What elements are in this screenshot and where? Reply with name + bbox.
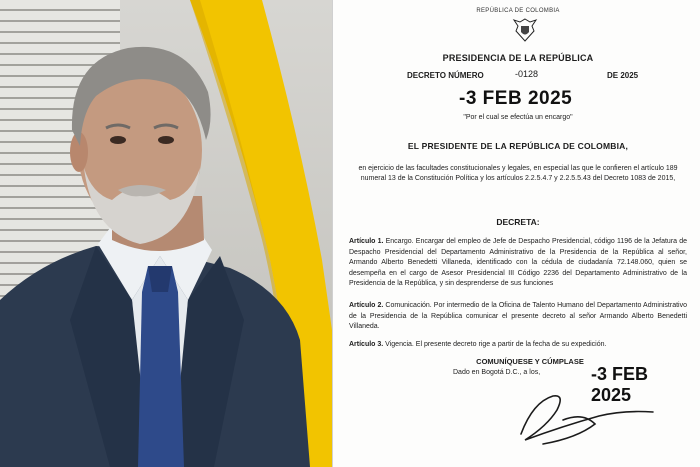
presidency-title: PRESIDENCIA DE LA REPÚBLICA [442, 53, 594, 63]
tie-knot [148, 266, 172, 292]
portrait-illustration [0, 0, 332, 467]
tie [138, 266, 184, 467]
decree-number-line [407, 71, 647, 80]
decree-label: DECRETO NÚMERO [407, 71, 484, 80]
article-label: Artículo 2. [349, 302, 384, 309]
closing-formula: COMUNÍQUESE Y CÚMPLASE [476, 357, 584, 366]
article-3 [349, 340, 687, 351]
decree-number: -0128 [515, 69, 539, 79]
decree-year: DE 2025 [607, 71, 639, 80]
article-2 [349, 301, 687, 333]
closing-stamp-date: -3 FEB 2025 [591, 364, 649, 405]
article-text: Vigencia. El presente decreto rige a partir de la fecha de su expedición. [383, 341, 607, 348]
coat-of-arms-icon [510, 17, 540, 43]
article-label: Artículo 1. [349, 238, 384, 245]
decreta-heading: DECRETA: [496, 217, 540, 227]
portrait-photo [0, 0, 332, 467]
eye-left [110, 136, 126, 144]
article-text: Comunicación. Por intermedio de la Oficina de Talento Humano del Departamento Administrativo de la Presidencia de la República comunicar el presente decreto al señor Armando Alberto Benedetti Villaneda. [349, 302, 687, 331]
signature-icon [503, 382, 673, 452]
article-label: Artículo 3. [349, 341, 384, 348]
preamble: en ejercicio de las facultades constitucionales y legales, en especial las que le confieren el artículo 189 numeral 13 de la Constitución Política y los artículos 2.2.5.4.7 y 2.2.5.5.43 del Decreto 1083 de 2015, [358, 165, 678, 182]
eye-right [158, 136, 174, 144]
stamp-date: -3 FEB 2025 [459, 88, 573, 109]
decree-subtitle: "Por el cual se efectúa un encargo" [463, 114, 573, 121]
republic-header: REPÚBLICA DE COLOMBIA [476, 8, 560, 14]
decree-document [332, 0, 700, 467]
president-title: EL PRESIDENTE DE LA REPÚBLICA DE COLOMBIA, [407, 141, 629, 151]
article-text: Encargo. Encargar del empleo de Jefe de Despacho Presidencial, código 1196 de la Jefatura de Despacho Presidencial del Departamento Administrativo de la Presidencia de la República al señor, Armando Alberto Benedetti Villaneda, identificado con la cédula de ciudadanía 72.148.060, quien se desempeña en el cargo de Asesor Presidencial III Código 2236 del Departamento Administrativo de la Presidencia de la República, y sin desprenderse de sus funciones [349, 238, 687, 288]
given-at: Dado en Bogotá D.C., a los, [453, 369, 541, 376]
article-1 [349, 237, 687, 290]
